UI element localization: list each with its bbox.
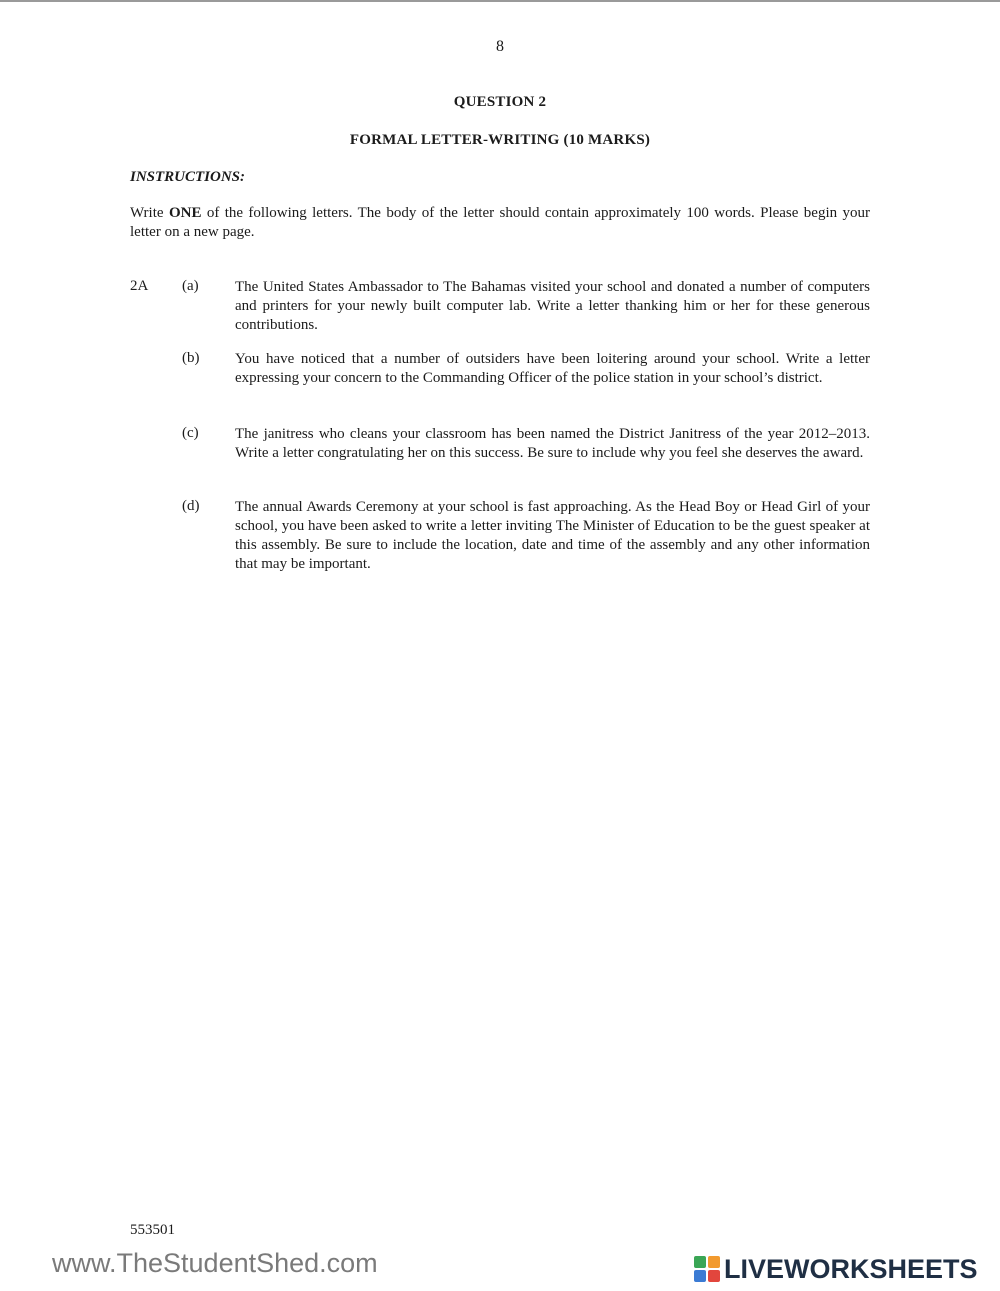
item-text: You have noticed that a number of outsiders have been loitering around your school. Write a letter expressing your concern to the Commanding Officer of the police station in your school’s district.: [235, 351, 870, 386]
question-label: 2A: [130, 278, 149, 294]
item-text: The annual Awards Ceremony at your school is fast approaching. As the Head Boy or Head Girl of your school, you have been asked to write a letter inviting The Minister of Education to be the guest speaker at this assembly. Be sure to include the location, date and time of the assembly and any other information that may be important.: [235, 499, 870, 572]
instructions-part1: Write: [130, 205, 169, 221]
liveworksheets-brand: [694, 1254, 978, 1284]
liveworksheets-logo-icon: [694, 1256, 720, 1282]
instructions-emphasis: ONE: [168, 205, 202, 221]
instructions-text: [130, 204, 870, 242]
top-rule: [0, 0, 1000, 2]
item-text: The janitress who cleans your classroom has been named the District Janitress of the year 2012–2013. Write a letter congratulating her on this success. Be sure to include why you feel she deserves the award.: [235, 426, 870, 461]
brand-text: LIVEWORKSHEETS: [724, 1253, 978, 1284]
logo-square-blue: [694, 1270, 706, 1282]
instructions-heading: INSTRUCTIONS:: [130, 169, 246, 185]
section-title: FORMAL LETTER-WRITING (10 MARKS): [349, 132, 651, 148]
site-watermark: www.TheStudentShed.com: [52, 1248, 378, 1278]
item-letter: (d): [182, 498, 200, 514]
logo-square-green: [694, 1256, 706, 1268]
item-letter: (a): [182, 278, 199, 294]
logo-square-orange: [708, 1256, 720, 1268]
item-text: The United States Ambassador to The Bahamas visited your school and donated a number of computers and printers for your newly built computer lab. Write a letter thanking him or her for these generous contributions.: [235, 279, 870, 333]
item-letter: (c): [182, 425, 199, 441]
logo-square-red: [708, 1270, 720, 1282]
document-code: 553501: [130, 1222, 175, 1238]
page-number: 8: [496, 38, 504, 55]
question-title: QUESTION 2: [453, 94, 547, 110]
item-letter: (b): [182, 350, 200, 366]
instructions-part2: of the following letters. The body of the letter should contain approximately 100 words. Please begin your letter on a new page.: [130, 205, 870, 240]
